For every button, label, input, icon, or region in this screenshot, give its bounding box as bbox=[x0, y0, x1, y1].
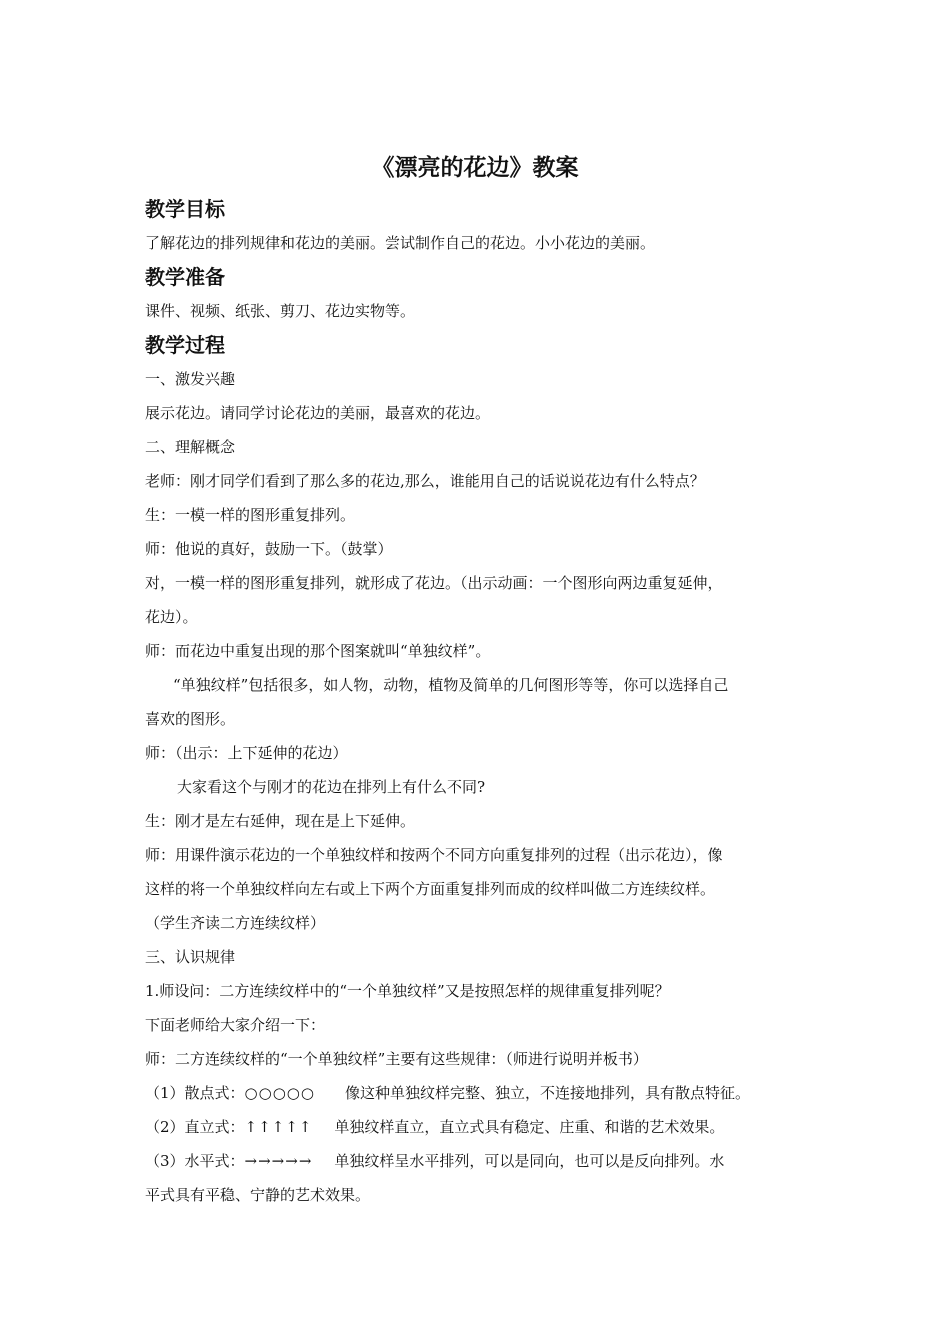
process-tail: 平式具有平稳、宁静的艺术效果。 bbox=[145, 1186, 371, 1204]
pattern-item-upright bbox=[145, 1110, 815, 1144]
process-line: 师：（出示：上下延伸的花边） bbox=[145, 744, 348, 762]
process-line: 三、认识规律 bbox=[145, 948, 236, 966]
process-line: 一、激发兴趣 bbox=[145, 370, 236, 388]
process-line: 老师：刚才同学们看到了那么多的花边,那么，谁能用自己的话说说花边有什么特点？ bbox=[145, 472, 705, 490]
pattern-label: （1）散点式： bbox=[145, 1084, 245, 1102]
process-line: 二、理解概念 bbox=[145, 438, 236, 456]
process-line: 喜欢的图形。 bbox=[145, 710, 236, 728]
process-line: 对，一模一样的图形重复排列，就形成了花边。（出示动画：一个图形向两边重复延伸， bbox=[145, 574, 723, 592]
process-line: 生：一模一样的图形重复排列。 bbox=[145, 506, 356, 524]
pattern-item-horizontal bbox=[145, 1144, 815, 1178]
process-line: （学生齐读二方连续纹样） bbox=[145, 914, 326, 932]
process-line: 花边）。 bbox=[145, 608, 198, 626]
right-arrow-symbols: →→→→→ bbox=[244, 1152, 313, 1170]
document-body bbox=[145, 192, 815, 1212]
pattern-desc: 像这种单独纹样完整、独立，不连接地排列，具有散点特征。 bbox=[345, 1084, 751, 1102]
process-line: 师：二方连续纹样的“一个单独纹样”主要有这些规律：（师进行说明并板书） bbox=[145, 1050, 648, 1068]
goals-text: 了解花边的排列规律和花边的美丽。尝试制作自己的花边。小小花边的美丽。 bbox=[145, 234, 656, 252]
process-line: 大家看这个与刚才的花边在排列上有什么不同? bbox=[177, 778, 486, 796]
circle-symbols: ○○○○○ bbox=[244, 1084, 315, 1102]
heading-goals: 教学目标 bbox=[145, 197, 225, 221]
document-title: 《漂亮的花边》教案 bbox=[371, 155, 579, 181]
process-line: 生：刚才是左右延伸，现在是上下延伸。 bbox=[145, 812, 416, 830]
process-line: 这样的将一个单独纹样向左右或上下两个方面重复排列而成的纹样叫做二方连续纹样。 bbox=[145, 880, 716, 898]
heading-prep: 教学准备 bbox=[145, 265, 225, 289]
process-line: “单独纹样”包括很多，如人物，动物，植物及简单的几何图形等等，你可以选择自己 bbox=[173, 676, 729, 694]
prep-text: 课件、视频、纸张、剪刀、花边实物等。 bbox=[145, 302, 416, 320]
process-line: 1.师设问：二方连续纹样中的“一个单独纹样”又是按照怎样的规律重复排列呢？ bbox=[145, 982, 670, 1000]
pattern-desc: 单独纹样呈水平排列，可以是同向，也可以是反向排列。水 bbox=[334, 1152, 725, 1170]
pattern-label: （3）水平式： bbox=[145, 1152, 245, 1170]
process-line: 展示花边。请同学讨论花边的美丽，最喜欢的花边。 bbox=[145, 404, 491, 422]
pattern-label: （2）直立式： bbox=[145, 1118, 245, 1136]
heading-process: 教学过程 bbox=[145, 333, 225, 357]
pattern-desc: 单独纹样直立，直立式具有稳定、庄重、和谐的艺术效果。 bbox=[334, 1118, 725, 1136]
process-line: 下面老师给大家介绍一下： bbox=[145, 1016, 326, 1034]
process-line: 师：而花边中重复出现的那个图案就叫“单独纹样”。 bbox=[145, 642, 491, 660]
up-arrow-symbols: ↑↑↑↑↑ bbox=[244, 1118, 313, 1136]
process-line: 师：他说的真好，鼓励一下。（鼓掌） bbox=[145, 540, 393, 558]
pattern-item-scatter bbox=[145, 1076, 815, 1110]
process-line: 师：用课件演示花边的一个单独纹样和按两个不同方向重复排列的过程（出示花边），像 bbox=[145, 846, 723, 864]
